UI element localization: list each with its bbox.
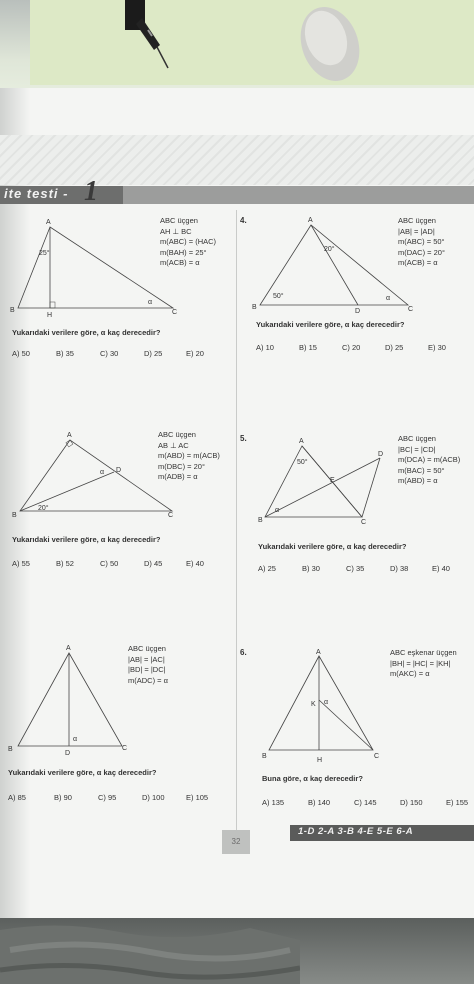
given-info-6: ABC eşkenar üçgen |BH| = |HC| = |KH| m(AKC) = α — [390, 648, 457, 678]
svg-text:α: α — [386, 295, 391, 302]
question-text-5: Yukarıdaki verilere göre, α kaç derecedir? — [258, 542, 407, 551]
option-d[interactable]: D) 45 — [144, 559, 163, 568]
question-3 — [6, 638, 236, 808]
option-b[interactable]: B) 52 — [56, 559, 74, 568]
question-text-3: Yukarıdaki verilere göre, α kaç derecedir? — [8, 768, 157, 777]
column-divider — [236, 210, 237, 850]
svg-text:B: B — [12, 512, 17, 519]
given-info-3: ABC üçgen |AB| = |AC| |BD| = |DC| m(ADC) = α — [128, 644, 168, 685]
options-1 — [12, 349, 204, 358]
option-c[interactable]: C) 35 — [346, 564, 365, 573]
svg-text:H: H — [317, 757, 323, 764]
option-d[interactable]: D) 25 — [144, 349, 163, 358]
svg-text:D: D — [355, 308, 361, 315]
svg-text:B: B — [262, 753, 267, 760]
option-e[interactable]: E) 40 — [186, 559, 204, 568]
given-info-2: ABC üçgen AB ⊥ AC m(ABD) = m(ACB) m(DBC) = 20° m(ADB) = α — [158, 430, 220, 481]
svg-text:A: A — [67, 432, 72, 439]
svg-text:B: B — [258, 517, 263, 524]
svg-text:25°: 25° — [39, 250, 50, 257]
given-info-4: ABC üçgen |AB| = |AD| m(ABC) = 50° m(DAC) = 20° m(ACB) = α — [398, 216, 445, 267]
options-5 — [258, 564, 450, 573]
svg-text:α: α — [100, 469, 105, 476]
svg-text:D: D — [65, 750, 71, 757]
svg-text:C: C — [122, 745, 128, 752]
answer-key: 1-D 2-A 3-B 4-E 5-E 6-A — [298, 826, 414, 837]
options-4 — [256, 343, 446, 352]
svg-text:α: α — [73, 736, 78, 743]
option-a[interactable]: A) 135 — [262, 798, 285, 807]
question-text-6: Buna göre, α kaç derecedir? — [262, 774, 363, 783]
option-a[interactable]: A) 50 — [12, 349, 30, 358]
test-number: 1 — [84, 176, 98, 207]
green-paper-background — [30, 0, 474, 85]
option-c[interactable]: C) 20 — [342, 343, 361, 352]
option-b[interactable]: B) 90 — [54, 793, 72, 802]
options-3 — [8, 793, 208, 802]
question-text-1: Yukarıdaki verilere göre, α kaç derecedir? — [12, 328, 161, 337]
option-a[interactable]: A) 25 — [258, 564, 276, 573]
svg-text:C: C — [408, 306, 414, 313]
svg-text:α: α — [275, 507, 280, 514]
option-d[interactable]: D) 38 — [390, 564, 409, 573]
svg-text:50°: 50° — [297, 459, 308, 466]
svg-text:E: E — [330, 477, 335, 484]
option-e[interactable]: E) 105 — [186, 793, 209, 802]
question-number-6: 6. — [240, 648, 247, 657]
svg-text:C: C — [374, 753, 380, 760]
option-a[interactable]: A) 85 — [8, 793, 26, 802]
test-title: ite testi - — [4, 186, 69, 201]
svg-text:A: A — [308, 217, 313, 224]
question-2 — [10, 425, 236, 585]
svg-text:A: A — [316, 649, 321, 656]
option-d[interactable]: D) 150 — [400, 798, 423, 807]
option-d[interactable]: D) 100 — [142, 793, 165, 802]
question-number-4: 4. — [240, 216, 247, 225]
svg-text:B: B — [252, 304, 257, 311]
svg-text:A: A — [46, 219, 51, 226]
svg-text:50°: 50° — [273, 293, 284, 300]
svg-text:B: B — [8, 746, 13, 753]
option-d[interactable]: D) 25 — [385, 343, 404, 352]
svg-text:C: C — [172, 309, 178, 316]
option-a[interactable]: A) 55 — [12, 559, 30, 568]
options-6 — [262, 798, 468, 807]
fabric-image — [0, 920, 300, 984]
pen-image — [120, 0, 175, 70]
option-e[interactable]: E) 155 — [446, 798, 469, 807]
svg-text:H: H — [47, 312, 53, 319]
option-a[interactable]: A) 10 — [256, 343, 274, 352]
question-6 — [238, 644, 474, 814]
svg-text:α: α — [148, 299, 153, 306]
svg-text:K: K — [311, 701, 316, 708]
svg-text:20°: 20° — [324, 246, 335, 253]
svg-text:α: α — [324, 699, 329, 706]
question-number-5: 5. — [240, 434, 247, 443]
svg-text:20°: 20° — [38, 505, 49, 512]
question-1 — [10, 212, 236, 372]
eraser-image — [298, 2, 362, 88]
option-e[interactable]: E) 20 — [186, 349, 204, 358]
question-4 — [238, 212, 474, 372]
question-text-2: Yukarıdaki verilere göre, α kaç derecedir? — [12, 535, 161, 544]
option-e[interactable]: E) 40 — [432, 564, 450, 573]
option-c[interactable]: C) 30 — [100, 349, 119, 358]
option-b[interactable]: B) 15 — [299, 343, 317, 352]
option-b[interactable]: B) 30 — [302, 564, 320, 573]
question-5 — [238, 430, 474, 590]
svg-text:D: D — [378, 451, 384, 458]
given-info-5: ABC üçgen |BC| = |CD| m(DCA) = m(ACB) m(BAC) = 50° m(ABD) = α — [398, 434, 461, 485]
page-number: 32 — [222, 830, 250, 854]
svg-text:D: D — [116, 467, 122, 474]
svg-text:A: A — [66, 645, 71, 652]
option-e[interactable]: E) 30 — [428, 343, 446, 352]
test-title-bar — [0, 186, 474, 204]
option-c[interactable]: C) 50 — [100, 559, 119, 568]
svg-text:A: A — [299, 438, 304, 445]
option-b[interactable]: B) 140 — [308, 798, 331, 807]
svg-text:B: B — [10, 307, 15, 314]
options-2 — [12, 559, 204, 568]
header-pattern — [0, 135, 474, 185]
option-b[interactable]: B) 35 — [56, 349, 74, 358]
option-c[interactable]: C) 145 — [354, 798, 377, 807]
given-info-1: ABC üçgen AH ⊥ BC m(ABC) = (HAC) m(BAH) = 25° m(ACB) = α — [160, 216, 217, 267]
svg-text:C: C — [361, 519, 367, 526]
option-c[interactable]: C) 95 — [98, 793, 117, 802]
svg-text:C: C — [168, 512, 174, 519]
question-text-4: Yukarıdaki verilere göre, α kaç derecedir? — [256, 320, 405, 329]
